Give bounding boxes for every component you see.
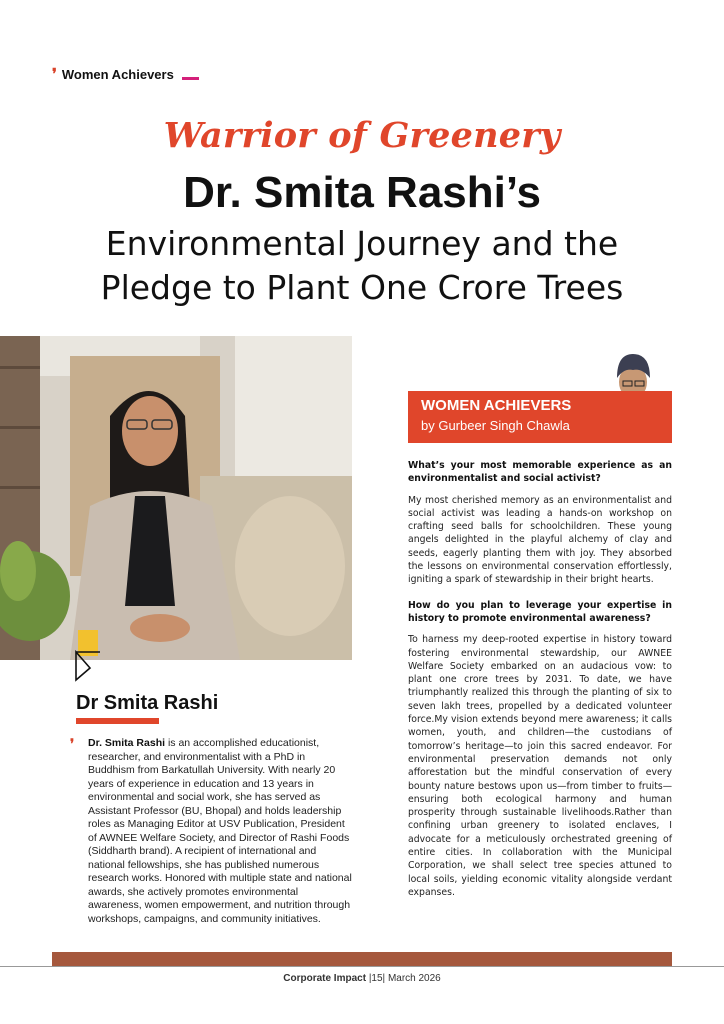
byline-box xyxy=(408,391,672,443)
subtitle-line-1: Environmental Journey and the xyxy=(105,224,619,263)
interview-question: How do you plan to leverage your expertise in history to promote environmental awareness? xyxy=(408,599,672,624)
headline-title: Dr. Smita Rashi’s xyxy=(183,168,541,217)
footer-publication: Corporate Impact xyxy=(283,973,367,984)
quote-mark-icon: ❜ xyxy=(52,65,57,83)
section-label: Women Achievers xyxy=(61,67,174,82)
bio-quote-mark-icon: ❜ xyxy=(70,737,75,752)
footer-bar xyxy=(52,952,672,966)
profile-name-underline xyxy=(76,718,159,724)
byline-author: by Gurbeer Singh Chawla xyxy=(421,418,570,433)
footer-page-number: |15| xyxy=(368,973,386,984)
headline-subtitle xyxy=(0,222,724,310)
headline-kicker: Warrior of Greenery xyxy=(163,115,561,156)
page-footer xyxy=(0,973,724,984)
profile-bio xyxy=(70,737,352,926)
interview-answer: My most cherished memory as an environmentalist and social activist was leading a hands-on workshop on crafting seed balls for schoolchildren. These young angels delighted in the playful alchemy of clay and seeds, eagerly planting them with joy. They absorbed the lessons on environmental conservation effortlessly, igniting a spark of stewardship in their bright hearts. xyxy=(408,494,672,586)
profile-photo xyxy=(0,336,352,660)
footer-divider xyxy=(0,966,724,967)
section-tag xyxy=(52,67,199,82)
footer-issue: March 2026 xyxy=(387,973,441,984)
subtitle-line-2: Pledge to Plant One Crore Trees xyxy=(100,268,624,307)
interview-article xyxy=(408,459,672,911)
interview-question: What’s your most memorable experience as an environmentalist and social activist? xyxy=(408,460,672,485)
bio-text: is an accomplished educationist, researcher, and environmentalist with a PhD in Buddhism from Barkatullah University. With nearly 20 years of experience in education and 13 years in environmental and social work, she has served as Assistant Professor (BU, Bhopal) and holds leadership roles as Managing Editor at USV Publication, President of AWNEE Welfare Society, and Director of Rashi Foods (Siddharth brand). A recipient of international and national fellowships, she has published numerous research works. Honored with multiple state and national awards, she actively promotes environmental awareness, women empowerment, and nutrition through workshops, campaigns, and community initiatives. xyxy=(88,737,352,925)
bio-name: Dr. Smita Rashi xyxy=(88,737,166,749)
byline-column: WOMEN ACHIEVERS xyxy=(421,397,572,414)
section-accent-dash xyxy=(182,77,199,80)
pin-icon xyxy=(74,628,102,682)
profile-name: Dr Smita Rashi xyxy=(76,692,219,714)
interview-answer: To harness my deep-rooted expertise in history toward fostering environmental stewardship, our AWNEE Welfare Society embarked on an audacious vow: to plant one crore trees by 2031. To date, we have triumphantly realized this through the planting of six to seven lakh trees, propelled by a dedicated volunteer force.My vision extends beyond mere awareness; it calls women, youth, and children—the custodians of tomorrow’s heritage—to join this sacred endeavor. For environmental preservation demands not only afforestation but the mindful conservation of every bounty nature bestows upon us—from timber to fruits—ensuring both ecological harmony and human prosperity through sustainable livelihoods.Rather than confining urban greenery to isolated enclaves, I advocate for a meticulously orchestrated greening of entire cities. In collaboration with the Municipal Corporation, we shall select tree species attuned to local soils, yielding economic vitality alongside verdant expanses. xyxy=(408,634,672,898)
